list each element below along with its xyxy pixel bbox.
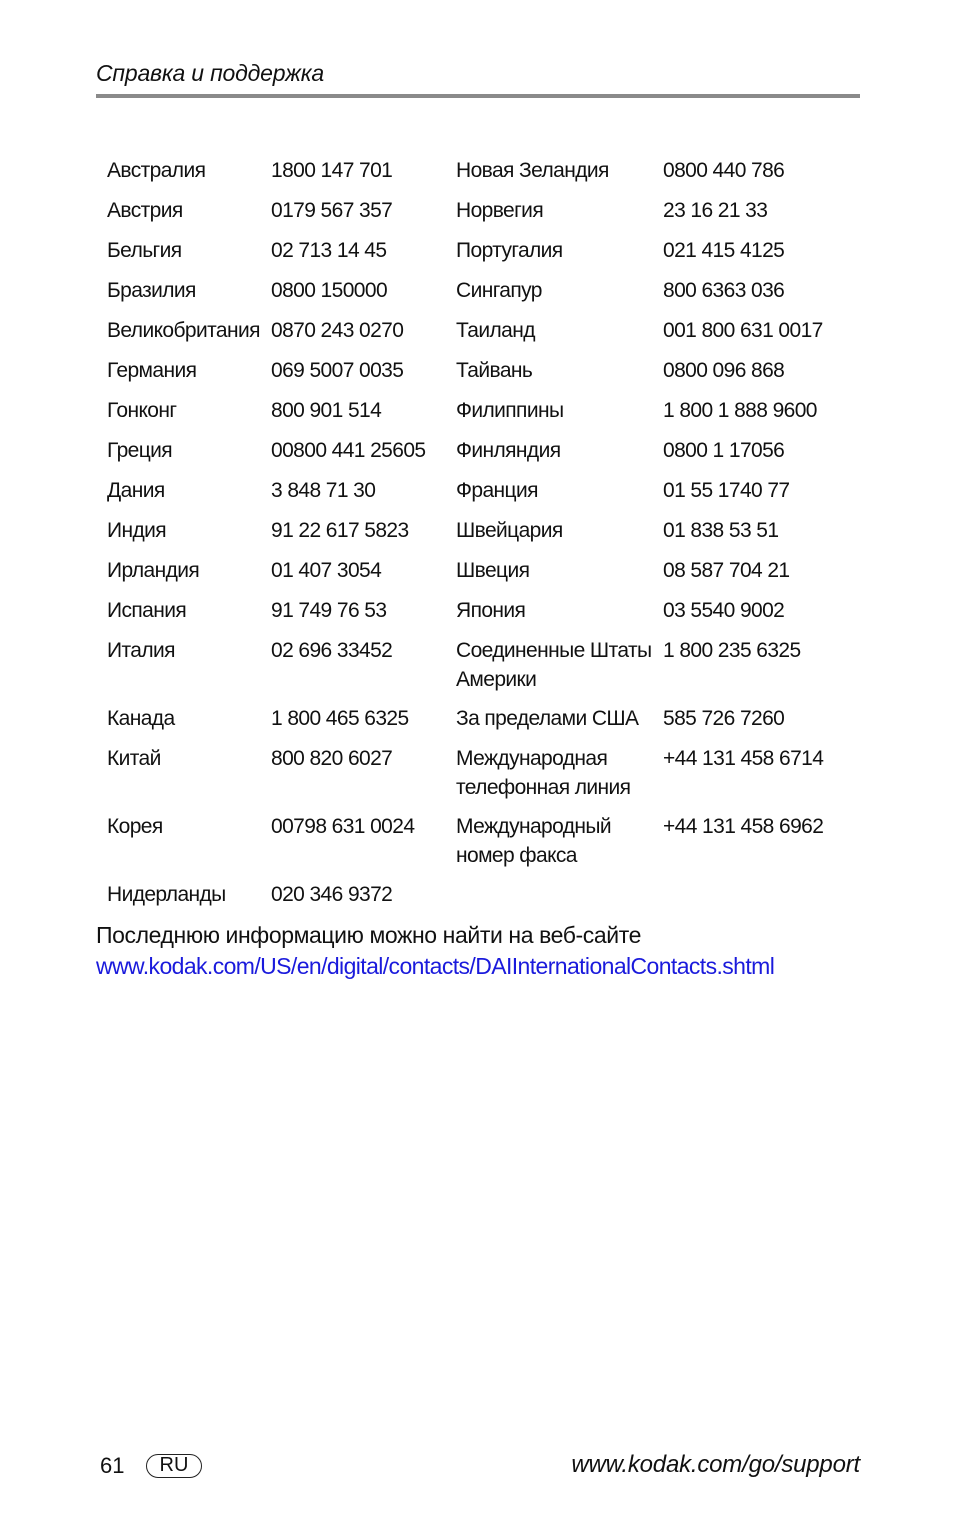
table-row (107, 556, 857, 596)
phone-number: 23 16 21 33 (663, 199, 768, 222)
phone-number: 0800 150000 (271, 279, 388, 302)
phone-number: 00798 631 0024 (271, 815, 415, 838)
table-row (107, 516, 857, 556)
support-phone-table (107, 156, 857, 909)
phone-number: 1800 147 701 (271, 159, 393, 182)
phone-number: 02 713 14 45 (271, 239, 387, 262)
section-title: Справка и поддержка (96, 60, 324, 86)
phone-number: 00800 441 25605 (271, 439, 426, 462)
page-footer (96, 1448, 860, 1484)
table-row (107, 812, 857, 880)
table-row (107, 196, 857, 236)
table-row (107, 436, 857, 476)
country-name: Китай (107, 747, 161, 770)
support-url: www.kodak.com/go/support (571, 1451, 860, 1478)
phone-number: 91 749 76 53 (271, 599, 387, 622)
header-divider (96, 94, 860, 98)
country-name: Бельгия (107, 239, 182, 262)
country-name: Тайвань (456, 359, 533, 382)
country-name: За пределами США (456, 707, 639, 730)
table-row (107, 744, 857, 812)
country-name: Норвегия (456, 199, 544, 222)
phone-number: 1 800 1 888 9600 (663, 399, 817, 422)
table-row (107, 476, 857, 516)
country-name: Соединенные Штаты Америки (456, 639, 652, 691)
language-badge: RU (146, 1454, 202, 1478)
country-name: Испания (107, 599, 187, 622)
phone-number: 91 22 617 5823 (271, 519, 409, 542)
note-text: Последнюю информацию можно найти на веб-сайте (96, 922, 642, 948)
country-name: Международный номер факса (456, 815, 612, 867)
country-name: Ирландия (107, 559, 200, 582)
country-name: Австрия (107, 199, 183, 222)
contacts-link[interactable]: www.kodak.com/US/en/digital/contacts/DAIInternationalContacts.shtml (96, 953, 775, 979)
country-name: Филиппины (456, 399, 564, 422)
country-name: Финляндия (456, 439, 561, 462)
table-row (107, 396, 857, 436)
country-name (456, 880, 663, 909)
phone-number: 800 820 6027 (271, 747, 393, 770)
country-name: Великобритания (107, 319, 260, 342)
page-header (96, 58, 860, 88)
country-name: Италия (107, 639, 175, 662)
country-name: Португалия (456, 239, 563, 262)
phone-number: 3 848 71 30 (271, 479, 376, 502)
country-name: Швейцария (456, 519, 563, 542)
phone-number: 03 5540 9002 (663, 599, 785, 622)
table-row (107, 316, 857, 356)
table-row (107, 156, 857, 196)
phone-number: 0800 440 786 (663, 159, 785, 182)
phone-number: 0800 1 17056 (663, 439, 785, 462)
web-info-note (96, 920, 876, 982)
country-name: Новая Зеландия (456, 159, 609, 182)
phone-number: +44 131 458 6962 (663, 815, 824, 838)
country-name: Международная телефонная линия (456, 747, 631, 799)
table-row (107, 276, 857, 316)
country-name: Франция (456, 479, 538, 502)
phone-number: 001 800 631 0017 (663, 319, 823, 342)
table-row (107, 356, 857, 396)
page-number: 61 (100, 1453, 125, 1478)
country-name: Канада (107, 707, 175, 730)
phone-number: 0870 243 0270 (271, 319, 404, 342)
country-name: Гонконг (107, 399, 177, 422)
phone-number: 02 696 33452 (271, 639, 393, 662)
table-row (107, 596, 857, 636)
country-name: Австралия (107, 159, 206, 182)
phone-number: 1 800 235 6325 (663, 639, 801, 662)
phone-number: 08 587 704 21 (663, 559, 790, 582)
country-name: Нидерланды (107, 883, 226, 906)
phone-number: 0179 567 357 (271, 199, 393, 222)
phone-number: 020 346 9372 (271, 883, 393, 906)
country-name: Япония (456, 599, 526, 622)
phone-number: 01 407 3054 (271, 559, 382, 582)
phone-number: 01 838 53 51 (663, 519, 779, 542)
phone-number: 800 6363 036 (663, 279, 785, 302)
country-name: Сингапур (456, 279, 542, 302)
phone-number: 069 5007 0035 (271, 359, 404, 382)
phone-number: 0800 096 868 (663, 359, 785, 382)
table-row (107, 636, 857, 704)
country-name: Дания (107, 479, 165, 502)
phone-number: 021 415 4125 (663, 239, 785, 262)
country-name: Германия (107, 359, 197, 382)
country-name: Греция (107, 439, 173, 462)
country-name: Бразилия (107, 279, 196, 302)
country-name: Индия (107, 519, 167, 542)
phone-number: 1 800 465 6325 (271, 707, 409, 730)
phone-number: +44 131 458 6714 (663, 747, 824, 770)
phone-number: 01 55 1740 77 (663, 479, 790, 502)
country-name: Таиланд (456, 319, 535, 342)
table-row (107, 880, 857, 909)
table-row (107, 704, 857, 744)
phone-number (663, 880, 857, 909)
phone-number: 800 901 514 (271, 399, 382, 422)
country-name: Корея (107, 815, 163, 838)
country-name: Швеция (456, 559, 530, 582)
table-row (107, 236, 857, 276)
phone-number: 585 726 7260 (663, 707, 785, 730)
